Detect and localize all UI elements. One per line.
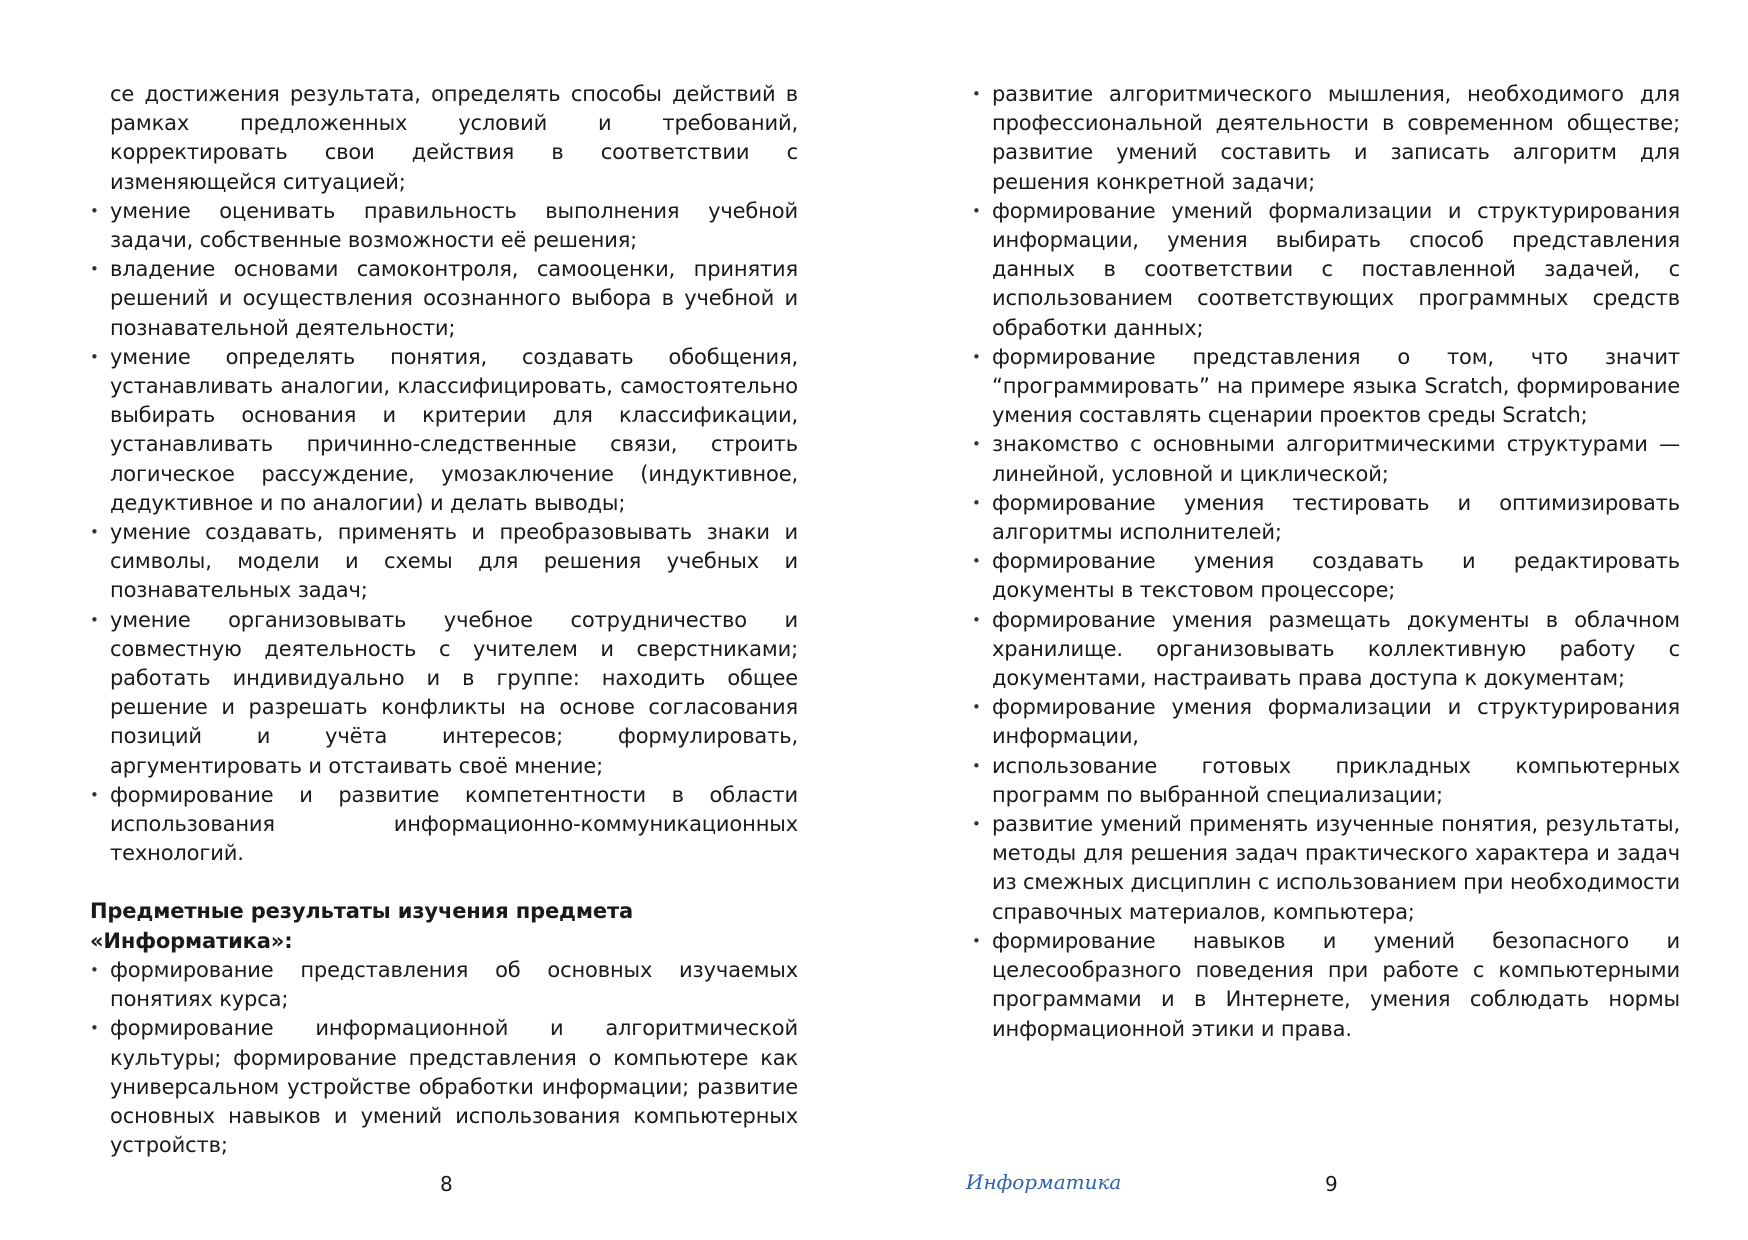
left-page-text bbox=[90, 80, 798, 1160]
page-number-left: 8 bbox=[440, 1172, 453, 1196]
list-item: • формирование и развитие компетентности в области использования информационно-коммуникационных технологий. bbox=[90, 781, 798, 869]
list-item: • владение основами самоконтроля, самооценки, принятия решений и осуществления осознанного выбора в учебной и познавательной деятельности; bbox=[90, 255, 798, 343]
list-item: • знакомство с основными алгоритмическими структурами — линейной, условной и циклической; bbox=[972, 430, 1680, 488]
list-item: • умение организовывать учебное сотрудничество и совместную деятельность с учителем и сверстниками; работать индивидуально и в группе: находить общее решение и разрешать конфликты на основе согласования позиций и учёта интересов; формулировать, аргументировать и отстаивать своё мнение; bbox=[90, 606, 798, 781]
subject-results-list bbox=[90, 956, 798, 1160]
list-item: • формирование представления о том, что значит “программировать” на примере языка Scratch, формирование умения составлять сценарии проектов среды Scratch; bbox=[972, 343, 1680, 431]
list-item: • формирование представления об основных изучаемых понятиях курса; bbox=[90, 956, 798, 1014]
list-item: • формирование умения формализации и структурирования информации, bbox=[972, 693, 1680, 751]
right-page bbox=[972, 80, 1680, 1044]
left-page bbox=[90, 80, 798, 1160]
list-item: • умение оценивать правильность выполнения учебной задачи, собственные возможности её решения; bbox=[90, 197, 798, 255]
list-item: • развитие умений применять изученные понятия, результаты, методы для решения задач практического характера и задач из смежных дисциплин с использованием при необходимости справочных материалов, компьютера; bbox=[972, 810, 1680, 927]
list-item: • умение определять понятия, создавать обобщения, устанавливать аналогии, классифицировать, самостоятельно выбирать основания и критерии для классификации, устанавливать причинно-следственные связи, строить логическое рассуждение, умозаключение (индуктивное, дедуктивное и по аналогии) и делать выводы; bbox=[90, 343, 798, 518]
list-item: • развитие алгоритмического мышления, необходимого для профессиональной деятельности в современном обществе; развитие умений составить и записать алгоритм для решения конкретной задачи; bbox=[972, 80, 1680, 197]
list-item: • использование готовых прикладных компьютерных программ по выбранной специализации; bbox=[972, 752, 1680, 810]
meta-results-list bbox=[90, 197, 798, 869]
right-page-text bbox=[972, 80, 1680, 1044]
list-item: • формирование умения размещать документы в облачном хранилище. организовывать коллективную работу с документами, настраивать права доступа к документам; bbox=[972, 606, 1680, 694]
list-item: • формирование умения тестировать и оптимизировать алгоритмы исполнителей; bbox=[972, 489, 1680, 547]
list-item: • формирование навыков и умений безопасного и целесообразного поведения при работе с компьютерными программами и в Интернете, умения соблюдать нормы информационной этики и права. bbox=[972, 927, 1680, 1044]
list-item: • формирование умений формализации и структурирования информации, умения выбирать способ представления данных в соответствии с поставленной задачей, с использованием соответствующих программных средств обработки данных; bbox=[972, 197, 1680, 343]
running-title: Информатика bbox=[966, 1170, 1122, 1194]
intro-continuation: се достижения результата, определять способы действий в рамках предложенных условий и требований, корректировать свои действия в соответствии с изменяющейся ситуацией; bbox=[110, 82, 798, 194]
list-item: • формирование информационной и алгоритмической культуры; формирование представления о компьютере как универсальном устройстве обработки информации; развитие основных навыков и умений использования компьютерных устройств; bbox=[90, 1014, 798, 1160]
list-item: • умение создавать, применять и преобразовывать знаки и символы, модели и схемы для решения учебных и познавательных задач; bbox=[90, 518, 798, 606]
subject-results-heading: Предметные результаты изучения предмета «Информатика»: bbox=[90, 899, 634, 953]
subject-results-list-continued bbox=[972, 80, 1680, 1044]
page-number-right: 9 bbox=[1325, 1172, 1338, 1196]
list-item: • формирование умения создавать и редактировать документы в текстовом процессоре; bbox=[972, 547, 1680, 605]
